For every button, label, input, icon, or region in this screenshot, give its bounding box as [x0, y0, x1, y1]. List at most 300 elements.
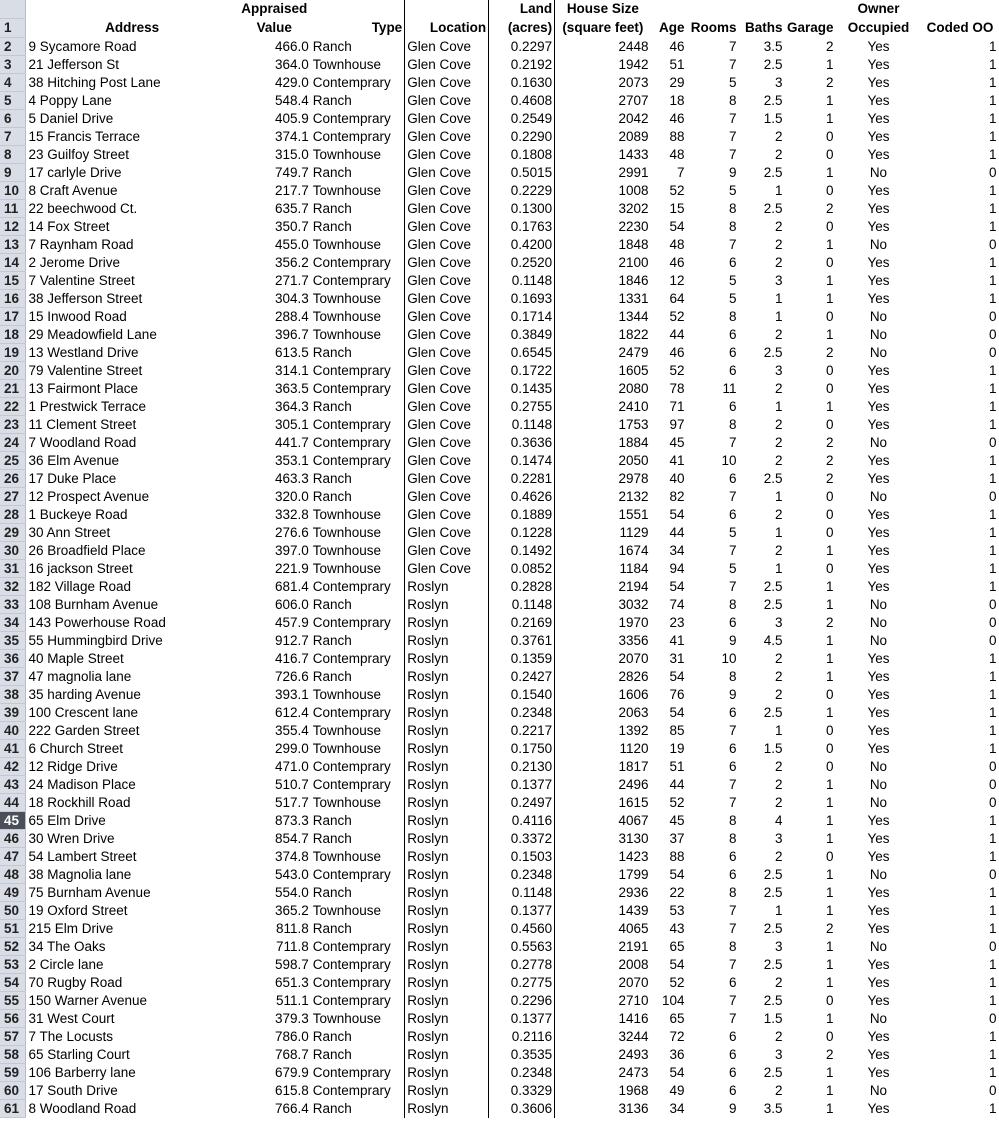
table-cell[interactable]: 8	[729, 93, 737, 108]
table-cell[interactable]: Glen Cove	[405, 416, 489, 434]
table-cell[interactable]: Glen Cove	[405, 38, 489, 56]
table-cell[interactable]: Ranch	[311, 398, 405, 416]
table-cell[interactable]: 1	[988, 381, 997, 396]
table-cell[interactable]: 2978	[618, 471, 649, 486]
table-cell[interactable]: Contemprary	[311, 866, 405, 884]
table-cell[interactable]: 1	[825, 327, 834, 342]
table-cell[interactable]: 7	[729, 57, 737, 72]
table-cell[interactable]: 2710	[618, 993, 649, 1008]
table-cell[interactable]: 6	[729, 705, 737, 720]
table-cell[interactable]: 7	[729, 723, 737, 738]
table-cell[interactable]: 19	[669, 741, 685, 756]
column-header[interactable]	[921, 0, 998, 19]
table-cell[interactable]: 543.0	[274, 867, 309, 882]
table-cell[interactable]: 0.3372	[489, 830, 555, 848]
table-cell[interactable]: 8	[729, 201, 737, 216]
table-cell[interactable]: 45	[669, 813, 685, 828]
table-cell[interactable]: Yes	[867, 741, 890, 756]
table-cell[interactable]: 1	[774, 489, 783, 504]
table-cell[interactable]: 6	[729, 399, 737, 414]
table-cell[interactable]: 6	[729, 507, 737, 522]
table-cell[interactable]: 1	[988, 399, 997, 414]
table-cell[interactable]: 150 Warner Avenue	[28, 993, 148, 1008]
table-cell[interactable]: 3.5	[763, 39, 783, 54]
table-cell[interactable]: 0	[825, 363, 834, 378]
table-cell[interactable]: Glen Cove	[405, 308, 489, 326]
table-cell[interactable]: 364.0	[274, 57, 309, 72]
row-number[interactable]: 45	[0, 812, 26, 830]
table-cell[interactable]: 332.8	[274, 507, 309, 522]
table-cell[interactable]: 554.0	[274, 885, 309, 900]
table-cell[interactable]: Yes	[867, 291, 890, 306]
table-cell[interactable]: 786.0	[274, 1029, 309, 1044]
table-cell[interactable]: Glen Cove	[405, 398, 489, 416]
table-cell[interactable]: 2496	[618, 777, 649, 792]
table-cell[interactable]: 0	[988, 597, 997, 612]
table-cell[interactable]: 0.1540	[489, 686, 555, 704]
table-cell[interactable]: Ranch	[311, 38, 405, 56]
table-cell[interactable]: 4067	[618, 813, 649, 828]
table-cell[interactable]: 768.7	[274, 1047, 309, 1062]
table-cell[interactable]: 320.0	[274, 489, 309, 504]
table-cell[interactable]: 2	[774, 327, 783, 342]
table-cell[interactable]: Yes	[867, 1065, 890, 1080]
table-cell[interactable]: 1	[988, 1065, 997, 1080]
table-cell[interactable]: 2073	[618, 75, 649, 90]
table-cell[interactable]: 64	[669, 291, 685, 306]
table-cell[interactable]: 0	[988, 165, 997, 180]
table-cell[interactable]: 8	[729, 417, 737, 432]
table-cell[interactable]: 52	[669, 795, 685, 810]
table-cell[interactable]: Yes	[867, 1047, 890, 1062]
table-cell[interactable]: 2	[774, 417, 783, 432]
row-number[interactable]: 49	[0, 884, 26, 902]
table-cell[interactable]: 1	[825, 633, 834, 648]
table-cell[interactable]: 1	[825, 651, 834, 666]
table-cell[interactable]: 612.4	[274, 705, 309, 720]
table-cell[interactable]: 1	[988, 111, 997, 126]
table-cell[interactable]: 3	[774, 273, 783, 288]
table-cell[interactable]: 22 beechwood Ct.	[28, 201, 138, 216]
table-cell[interactable]: 0.1722	[489, 362, 555, 380]
row-number[interactable]: 15	[0, 272, 26, 290]
table-cell[interactable]: 54	[669, 669, 685, 684]
table-cell[interactable]: 14 Fox Street	[28, 219, 110, 234]
table-cell[interactable]: 0.1889	[489, 506, 555, 524]
table-cell[interactable]: 1	[988, 579, 997, 594]
table-cell[interactable]: 0.1148	[489, 272, 555, 290]
table-cell[interactable]: 7 Valentine Street	[28, 273, 135, 288]
table-cell[interactable]: 2826	[618, 669, 649, 684]
table-cell[interactable]: 36	[669, 1047, 685, 1062]
table-cell[interactable]: 0	[988, 777, 997, 792]
table-cell[interactable]: Townhouse	[311, 542, 405, 560]
table-cell[interactable]: 104	[662, 993, 685, 1008]
table-cell[interactable]: 54	[669, 867, 685, 882]
table-cell[interactable]: 1	[825, 237, 834, 252]
table-cell[interactable]: 3130	[618, 831, 649, 846]
table-cell[interactable]: 7	[677, 165, 685, 180]
table-cell[interactable]: 548.4	[274, 93, 309, 108]
table-cell[interactable]: Townhouse	[311, 146, 405, 164]
table-cell[interactable]: Roslyn	[405, 740, 489, 758]
table-cell[interactable]: Glen Cove	[405, 488, 489, 506]
table-cell[interactable]: 315.0	[274, 147, 309, 162]
table-cell[interactable]: Townhouse	[311, 308, 405, 326]
table-cell[interactable]: 7	[729, 39, 737, 54]
table-cell[interactable]: 0	[825, 561, 834, 576]
table-cell[interactable]: 1	[988, 1047, 997, 1062]
row-number[interactable]: 59	[0, 1064, 26, 1082]
table-cell[interactable]: Roslyn	[405, 1028, 489, 1046]
table-cell[interactable]: Glen Cove	[405, 452, 489, 470]
table-cell[interactable]: Townhouse	[311, 290, 405, 308]
table-cell[interactable]: Roslyn	[405, 956, 489, 974]
table-cell[interactable]: 8	[729, 885, 737, 900]
table-cell[interactable]: 18 Rockhill Road	[28, 795, 131, 810]
table-cell[interactable]: 271.7	[274, 273, 309, 288]
table-cell[interactable]: 3.5	[763, 1101, 783, 1116]
row-number[interactable]: 12	[0, 218, 26, 236]
table-cell[interactable]: 1	[825, 957, 834, 972]
table-cell[interactable]: 6 Church Street	[28, 741, 124, 756]
table-cell[interactable]: 4	[774, 813, 783, 828]
table-cell[interactable]: 2	[825, 1047, 834, 1062]
table-cell[interactable]: Yes	[867, 705, 890, 720]
table-cell[interactable]: 7 Raynham Road	[28, 237, 134, 252]
table-cell[interactable]: 11 Clement Street	[28, 417, 137, 432]
row-number[interactable]: 28	[0, 506, 26, 524]
table-cell[interactable]: Roslyn	[405, 1010, 489, 1028]
table-cell[interactable]: 811.8	[275, 921, 309, 936]
table-cell[interactable]: 1	[825, 813, 834, 828]
column-header[interactable]: Baths	[744, 20, 783, 35]
table-cell[interactable]: 0.3761	[489, 632, 555, 650]
table-cell[interactable]: Ranch	[311, 596, 405, 614]
table-cell[interactable]: Yes	[867, 975, 890, 990]
table-cell[interactable]: Roslyn	[405, 632, 489, 650]
table-cell[interactable]: Yes	[867, 1029, 890, 1044]
table-cell[interactable]: 7	[729, 435, 737, 450]
table-cell[interactable]: 9	[729, 633, 737, 648]
table-cell[interactable]: 8	[729, 831, 737, 846]
table-cell[interactable]: 615.8	[274, 1083, 309, 1098]
table-cell[interactable]: 2	[774, 849, 783, 864]
table-cell[interactable]: 1	[825, 669, 834, 684]
table-cell[interactable]: 0.2348	[489, 866, 555, 884]
table-cell[interactable]: Yes	[867, 39, 890, 54]
table-cell[interactable]: Yes	[867, 885, 890, 900]
table-cell[interactable]: Contemprary	[311, 956, 405, 974]
table-cell[interactable]: 0.2229	[489, 182, 555, 200]
column-header[interactable]: Garage	[786, 20, 834, 35]
table-cell[interactable]: 1	[774, 561, 783, 576]
table-cell[interactable]: 6	[729, 363, 737, 378]
table-cell[interactable]: 0	[988, 939, 997, 954]
table-cell[interactable]: 0	[988, 345, 997, 360]
table-cell[interactable]: Yes	[867, 363, 890, 378]
column-header[interactable]: Owner	[857, 1, 900, 17]
table-cell[interactable]: 0.1228	[489, 524, 555, 542]
row-number[interactable]: 57	[0, 1028, 26, 1046]
table-cell[interactable]: 1	[988, 813, 997, 828]
table-cell[interactable]: 0	[988, 1011, 997, 1026]
table-cell[interactable]: 1	[825, 93, 834, 108]
table-cell[interactable]: 405.9	[274, 111, 309, 126]
table-cell[interactable]: 1	[988, 57, 997, 72]
table-cell[interactable]: 24 Madison Place	[28, 777, 136, 792]
table-cell[interactable]: Roslyn	[405, 1100, 489, 1118]
table-cell[interactable]: 6	[729, 471, 737, 486]
table-cell[interactable]: 35 harding Avenue	[28, 687, 141, 702]
table-cell[interactable]: 353.1	[274, 453, 309, 468]
table-cell[interactable]: 314.1	[274, 363, 309, 378]
table-cell[interactable]: 1968	[618, 1083, 649, 1098]
table-cell[interactable]: 222 Garden Street	[28, 723, 140, 738]
table-cell[interactable]: 1	[988, 561, 997, 576]
table-cell[interactable]: 2	[774, 687, 783, 702]
table-cell[interactable]: 17 Duke Place	[28, 471, 117, 486]
table-cell[interactable]: 0.2755	[489, 398, 555, 416]
table-cell[interactable]: Townhouse	[311, 524, 405, 542]
table-cell[interactable]: 9 Sycamore Road	[28, 39, 137, 54]
table-cell[interactable]: 6	[729, 1065, 737, 1080]
table-cell[interactable]: Roslyn	[405, 830, 489, 848]
table-cell[interactable]: 17 carlyle Drive	[28, 165, 122, 180]
table-cell[interactable]: 2.5	[763, 705, 783, 720]
table-cell[interactable]: Yes	[867, 201, 890, 216]
table-cell[interactable]: 2070	[618, 651, 649, 666]
row-number[interactable]: 30	[0, 542, 26, 560]
table-cell[interactable]: 6	[729, 867, 737, 882]
table-cell[interactable]: No	[869, 1011, 888, 1026]
row-number[interactable]: 11	[0, 200, 26, 218]
table-cell[interactable]: Roslyn	[405, 1046, 489, 1064]
table-cell[interactable]: 2	[825, 453, 834, 468]
table-cell[interactable]: 71	[669, 399, 685, 414]
table-cell[interactable]: 1	[825, 111, 834, 126]
table-cell[interactable]: 0	[825, 147, 834, 162]
table-cell[interactable]: 34	[669, 543, 685, 558]
table-cell[interactable]: 46	[669, 345, 685, 360]
table-cell[interactable]: Glen Cove	[405, 110, 489, 128]
table-cell[interactable]: 182 Village Road	[28, 579, 132, 594]
table-cell[interactable]: 10	[721, 651, 737, 666]
table-cell[interactable]: 2	[774, 777, 783, 792]
table-cell[interactable]: 1	[988, 543, 997, 558]
table-cell[interactable]: 1	[825, 885, 834, 900]
table-cell[interactable]: 2	[825, 201, 834, 216]
row-number[interactable]: 58	[0, 1046, 26, 1064]
row-number[interactable]: 24	[0, 434, 26, 452]
table-cell[interactable]: 374.1	[274, 129, 309, 144]
table-cell[interactable]: 0	[825, 507, 834, 522]
table-cell[interactable]: 7	[729, 129, 737, 144]
table-cell[interactable]: 299.0	[274, 741, 309, 756]
table-cell[interactable]: Yes	[867, 543, 890, 558]
table-cell[interactable]: Glen Cove	[405, 182, 489, 200]
table-cell[interactable]: 2080	[618, 381, 649, 396]
table-cell[interactable]: Contemprary	[311, 128, 405, 146]
table-cell[interactable]: 46	[669, 255, 685, 270]
table-cell[interactable]: 511.1	[275, 993, 309, 1008]
column-header[interactable]	[26, 0, 238, 19]
table-cell[interactable]: 2.5	[763, 57, 783, 72]
table-cell[interactable]: 1433	[618, 147, 649, 162]
table-cell[interactable]: 2063	[618, 705, 649, 720]
table-cell[interactable]: 4.5	[763, 633, 783, 648]
table-cell[interactable]: 1	[825, 57, 834, 72]
table-cell[interactable]: Contemprary	[311, 74, 405, 92]
table-cell[interactable]: Ranch	[311, 632, 405, 650]
table-cell[interactable]: Contemprary	[311, 578, 405, 596]
column-header[interactable]: Land	[489, 0, 555, 19]
table-cell[interactable]: 31 West Court	[28, 1011, 115, 1026]
row-number[interactable]: 52	[0, 938, 26, 956]
table-cell[interactable]: 54	[669, 219, 685, 234]
table-cell[interactable]: 0	[825, 309, 834, 324]
table-cell[interactable]: 2	[774, 381, 783, 396]
table-cell[interactable]: Ranch	[311, 218, 405, 236]
row-number[interactable]: 13	[0, 236, 26, 254]
table-cell[interactable]: 749.7	[274, 165, 309, 180]
table-cell[interactable]: 1605	[618, 363, 649, 378]
table-cell[interactable]: Yes	[867, 471, 890, 486]
table-cell[interactable]: Glen Cove	[405, 200, 489, 218]
table-cell[interactable]: 8	[729, 309, 737, 324]
row-number[interactable]: 22	[0, 398, 26, 416]
table-cell[interactable]: 0.1300	[489, 200, 555, 218]
table-cell[interactable]: 363.5	[274, 381, 309, 396]
table-cell[interactable]: No	[869, 327, 888, 342]
table-cell[interactable]: Townhouse	[311, 902, 405, 920]
table-cell[interactable]: 356.2	[274, 255, 309, 270]
table-cell[interactable]: 5	[729, 183, 737, 198]
table-cell[interactable]: 2991	[618, 165, 649, 180]
table-cell[interactable]: 471.0	[274, 759, 309, 774]
table-cell[interactable]: 2.5	[763, 597, 783, 612]
table-cell[interactable]: Ranch	[311, 920, 405, 938]
table-cell[interactable]: Roslyn	[405, 920, 489, 938]
row-number[interactable]: 60	[0, 1082, 26, 1100]
table-cell[interactable]: 52	[669, 975, 685, 990]
table-cell[interactable]: 82	[669, 489, 685, 504]
table-cell[interactable]: 0.0852	[489, 560, 555, 578]
table-cell[interactable]: 78	[669, 381, 685, 396]
table-cell[interactable]: 12	[669, 273, 685, 288]
table-cell[interactable]: 0	[825, 417, 834, 432]
table-cell[interactable]: 2448	[618, 39, 649, 54]
table-cell[interactable]: Ranch	[311, 1100, 405, 1118]
table-cell[interactable]: Roslyn	[405, 1082, 489, 1100]
table-cell[interactable]: Roslyn	[405, 992, 489, 1010]
table-cell[interactable]: 1	[988, 957, 997, 972]
table-cell[interactable]: 7	[729, 1011, 737, 1026]
table-cell[interactable]: 0.2296	[489, 992, 555, 1010]
table-cell[interactable]: 1	[825, 705, 834, 720]
table-cell[interactable]: 0.4200	[489, 236, 555, 254]
table-cell[interactable]: 0.3636	[489, 434, 555, 452]
table-cell[interactable]: 510.7	[274, 777, 309, 792]
table-cell[interactable]: 76	[669, 687, 685, 702]
table-cell[interactable]: 2	[774, 1029, 783, 1044]
table-cell[interactable]: Roslyn	[405, 758, 489, 776]
table-cell[interactable]: 2 Jerome Drive	[28, 255, 121, 270]
table-cell[interactable]: 1	[774, 903, 783, 918]
table-cell[interactable]: Contemprary	[311, 380, 405, 398]
table-cell[interactable]: 2	[774, 147, 783, 162]
table-cell[interactable]: 455.0	[274, 237, 309, 252]
row-number[interactable]: 25	[0, 452, 26, 470]
table-cell[interactable]: 8 Craft Avenue	[28, 183, 118, 198]
table-cell[interactable]: 3	[774, 615, 783, 630]
table-cell[interactable]: Roslyn	[405, 866, 489, 884]
table-cell[interactable]: 12 Prospect Avenue	[28, 489, 150, 504]
table-cell[interactable]: 2042	[618, 111, 649, 126]
table-cell[interactable]: 0.1630	[489, 74, 555, 92]
row-number[interactable]: 5	[0, 92, 26, 110]
table-cell[interactable]: 2493	[618, 1047, 649, 1062]
table-cell[interactable]: 1.5	[763, 111, 783, 126]
table-cell[interactable]: 0.1377	[489, 902, 555, 920]
table-cell[interactable]: 5	[729, 525, 737, 540]
table-cell[interactable]: 26 Broadfield Place	[28, 543, 146, 558]
table-cell[interactable]: 6	[729, 975, 737, 990]
table-cell[interactable]: 7	[729, 777, 737, 792]
row-number[interactable]: 34	[0, 614, 26, 632]
table-cell[interactable]: 5	[729, 561, 737, 576]
table-cell[interactable]: 10	[721, 453, 737, 468]
table-cell[interactable]: 2	[825, 921, 834, 936]
table-cell[interactable]: 54	[669, 507, 685, 522]
table-cell[interactable]: Townhouse	[311, 506, 405, 524]
table-cell[interactable]: 45	[669, 435, 685, 450]
table-cell[interactable]: 2	[825, 75, 834, 90]
table-cell[interactable]: 912.7	[274, 633, 309, 648]
table-cell[interactable]: 2.5	[763, 957, 783, 972]
table-cell[interactable]: 0.5563	[489, 938, 555, 956]
table-cell[interactable]: 9	[729, 165, 737, 180]
table-cell[interactable]: No	[869, 345, 888, 360]
table-cell[interactable]: 34 The Oaks	[28, 939, 106, 954]
table-cell[interactable]: 2936	[618, 885, 649, 900]
table-cell[interactable]: 65 Starling Court	[28, 1047, 130, 1062]
table-cell[interactable]: Ranch	[311, 200, 405, 218]
table-cell[interactable]: 2070	[618, 975, 649, 990]
table-cell[interactable]: 365.2	[274, 903, 309, 918]
table-cell[interactable]: Yes	[867, 273, 890, 288]
table-cell[interactable]: 0	[825, 525, 834, 540]
table-cell[interactable]: Roslyn	[405, 704, 489, 722]
table-cell[interactable]: 0.2497	[489, 794, 555, 812]
table-cell[interactable]: Yes	[867, 453, 890, 468]
table-cell[interactable]: 0.4560	[489, 920, 555, 938]
table-cell[interactable]: 379.3	[274, 1011, 309, 1026]
table-cell[interactable]: Glen Cove	[405, 506, 489, 524]
table-cell[interactable]: Glen Cove	[405, 560, 489, 578]
table-cell[interactable]: 2	[774, 543, 783, 558]
table-cell[interactable]: 606.0	[274, 597, 309, 612]
table-cell[interactable]: 1008	[618, 183, 649, 198]
table-cell[interactable]: 466.0	[274, 39, 309, 54]
table-cell[interactable]: Contemprary	[311, 776, 405, 794]
table-cell[interactable]: Townhouse	[311, 182, 405, 200]
table-cell[interactable]: 4 Poppy Lane	[28, 93, 112, 108]
table-cell[interactable]: 2	[774, 453, 783, 468]
table-cell[interactable]: 1344	[618, 309, 649, 324]
table-cell[interactable]: 0.5015	[489, 164, 555, 182]
table-cell[interactable]: 13 Westland Drive	[28, 345, 139, 360]
